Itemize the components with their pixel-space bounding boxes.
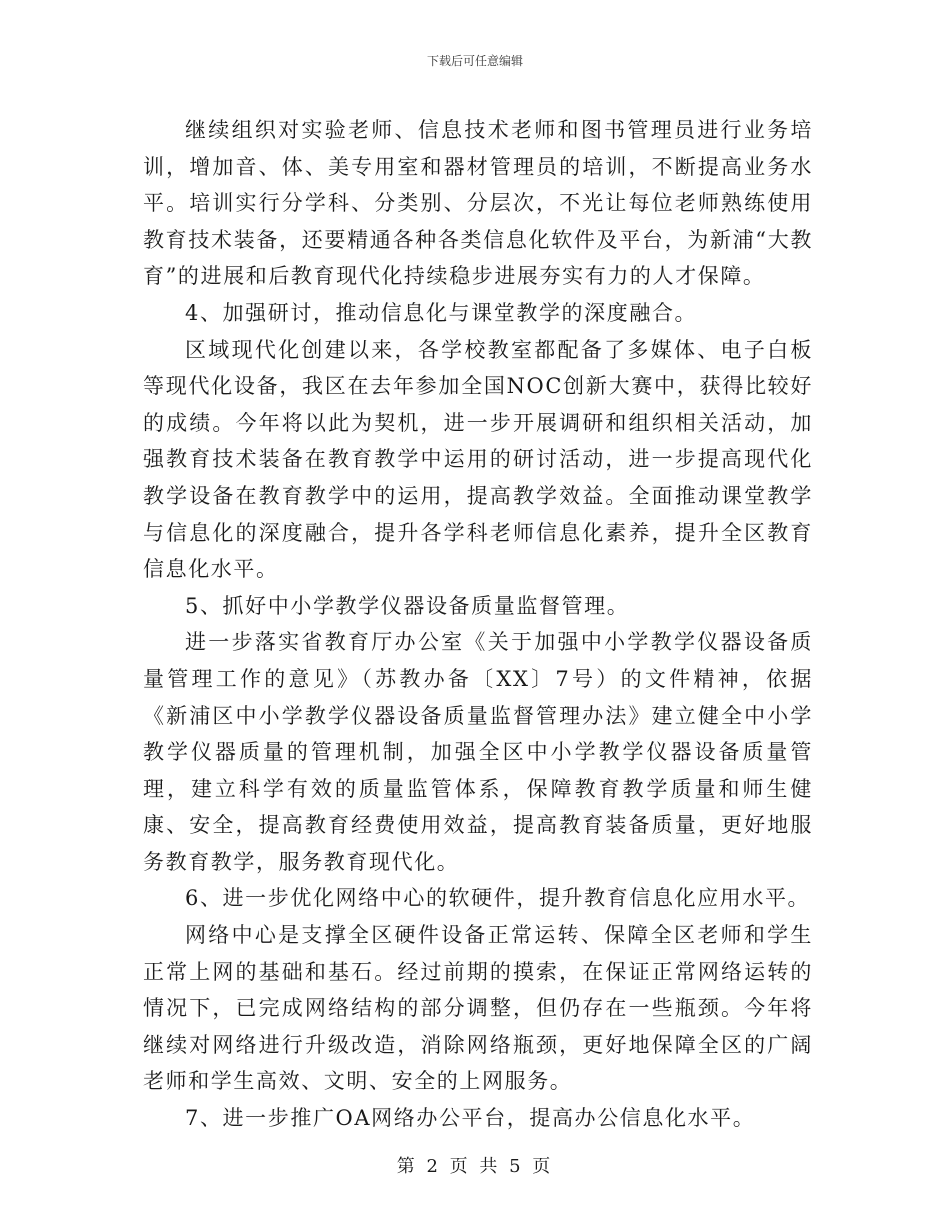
heading-item-5: 5、抓好中小学教学仪器设备质量监督管理。	[185, 593, 630, 618]
paragraph-quality-supervision: 进一步落实省教育厅办公室《关于加强中小学教学仪器设备质量管理工作的意见》（苏教办备〔XX〕7号）的文件精神，依据《新浦区中小学教学仪器设备质量监督管理办法》建立健全中小学教学仪器质量的管理机制，加强全区中小学教学仪器设备质量管理，建立科学有效的质量监管体系，保障教育教学质量和师生健康、安全，提高教育经费使用效益，提高教育装备质量，更好地服务教育教学，服务教育现代化。	[143, 630, 813, 874]
document-body	[143, 112, 813, 1137]
paragraph-regional-modernization: 区域现代化创建以来，各学校教室都配备了多媒体、电子白板等现代化设备，我区在去年参加全国NOC创新大赛中，获得比较好的成绩。今年将以此为契机，进一步开展调研和组织相关活动，加强教育技术装备在教育教学中运用的研讨活动，进一步提高现代化教学设备在教育教学中的运用，提高教学效益。全面推动课堂教学与信息化的深度融合，提升各学科老师信息化素养，提升全区教育信息化水平。	[143, 337, 813, 582]
heading-item-6: 6、进一步优化网络中心的软硬件，提升教育信息化应用水平。	[185, 886, 811, 911]
paragraph-network-center: 网络中心是支撑全区硬件设备正常运转、保障全区老师和学生正常上网的基础和基石。经过前期的摸索，在保证正常网络运转的情况下，已完成网络结构的部分调整，但仍存在一些瓶颈。今年将继续对网络进行升级改造，消除网络瓶颈，更好地保障全区的广阔老师和学生高效、文明、安全的上网服务。	[143, 923, 813, 1094]
heading-item-4: 4、加强研讨，推动信息化与课堂教学的深度融合。	[185, 300, 698, 325]
paragraph-training: 继续组织对实验老师、信息技术老师和图书管理员进行业务培训，增加音、体、美专用室和器材管理员的培训，不断提高业务水平。培训实行分学科、分类别、分层次，不光让每位老师熟练使用教育技术装备，还要精通各种各类信息化软件及平台，为新浦“大教育”的进展和后教育现代化持续稳步进展夯实有力的人才保障。	[143, 118, 813, 289]
page-header-note: 下载后可任意编辑	[426, 54, 523, 68]
page-number-footer: 第 2 页 共 5 页	[396, 1156, 554, 1177]
heading-item-7: 7、进一步推广OA网络办公平台，提高办公信息化水平。	[185, 1106, 756, 1131]
